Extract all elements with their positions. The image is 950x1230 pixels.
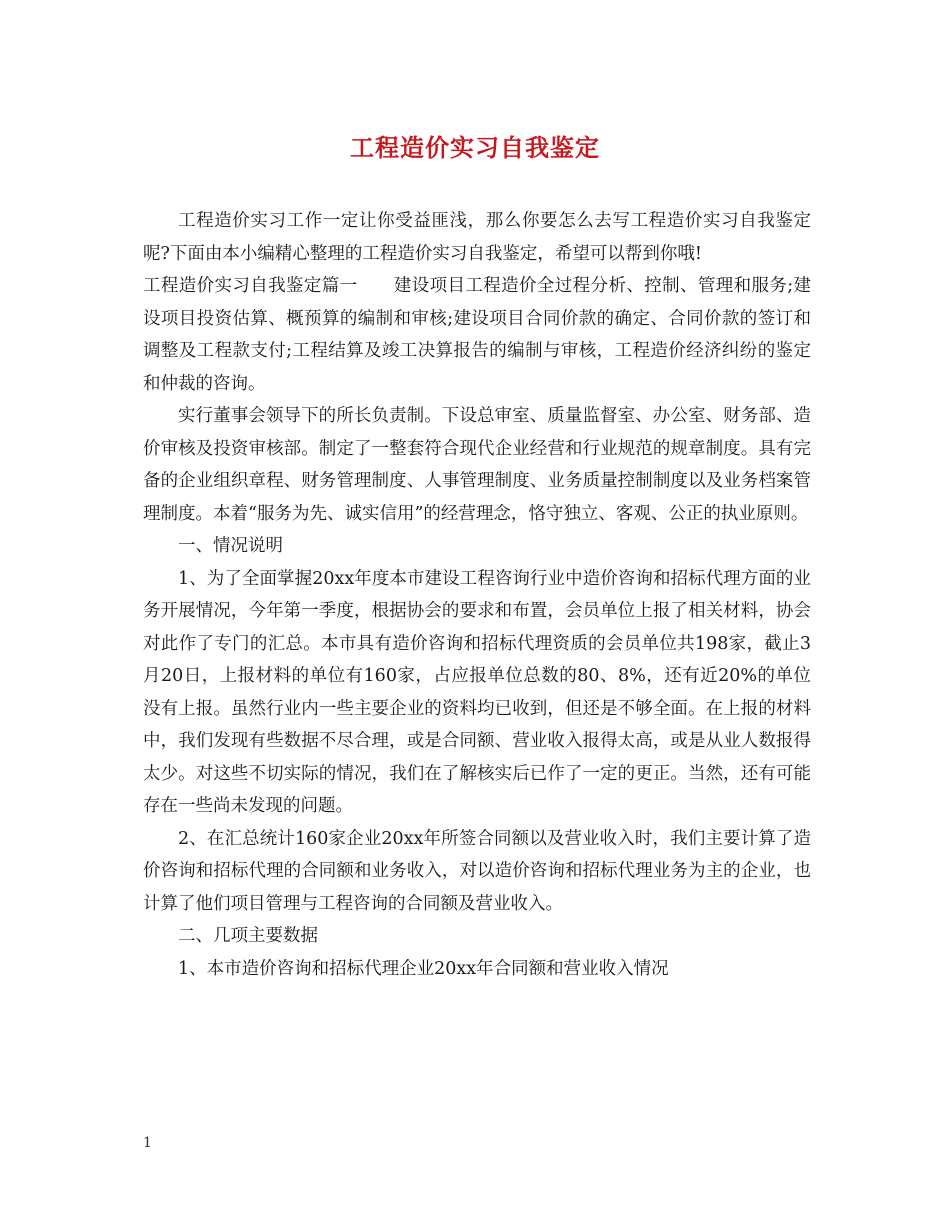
heading-main-data: 二、几项主要数据 — [178, 926, 318, 946]
section-label: 工程造价实习自我鉴定篇一 — [143, 276, 358, 296]
section-paragraph — [143, 270, 811, 400]
page-number: 1 — [143, 1135, 152, 1151]
main-data-item-1: 1、本市造价咨询和招标代理企业20xx年合同额和营业收入情况 — [178, 958, 669, 979]
situation-item-1: 1、为了全面掌握20xx年度本市建设工程咨询行业中造价咨询和招标代理方面的业务开展情况，今年第一季度，根据协会的要求和布置，会员单位上报了相关材料，协会对此作了专门的汇总。本市具有造价咨询和招标代理资质的会员单位共198家，截止3月20日，上报材料的单位有160家，占应报单位总数的80、8%，还有近20%的单位没有上报。虽然行业内一些主要企业的资料均已收到，但还是不够全面。在上报的材料中，我们发现有些数据不尽合理，或是合同额、营业收入报得太高，或是从业人数报得太少。对这些不切实际的情况，我们在了解核实后已作了一定的更正。当然，还有可能存在一些尚未发现的问题。 — [143, 568, 811, 816]
situation-item-2: 2、在汇总统计160家企业20xx年所签合同额以及营业收入时，我们主要计算了造价咨询和招标代理的合同额和业务收入，对以造价咨询和招标代理业务为主的企业，也计算了他们项目管理与工程咨询的合同额及营业收入。 — [143, 828, 811, 914]
heading-situation: 一、情况说明 — [178, 536, 283, 556]
document-body — [143, 205, 811, 985]
document-title: 工程造价实习自我鉴定 — [350, 134, 600, 162]
intro-paragraph: 工程造价实习工作一定让你受益匪浅，那么你要怎么去写工程造价实习自我鉴定呢?下面由本小编精心整理的工程造价实习自我鉴定，希望可以帮到你哦! — [143, 211, 811, 264]
board-paragraph: 实行董事会领导下的所长负责制。下设总审室、质量监督室、办公室、财务部、造价审核及投资审核部。制定了一整套符合现代企业经营和行业规范的规章制度。具有完备的企业组织章程、财务管理制度、人事管理制度、业务质量控制制度以及业务档案管理制度。本着“服务为先、诚实信用”的经营理念，恪守独立、客观、公正的执业原则。 — [143, 406, 811, 524]
section-text: 建设项目工程造价全过程分析、控制、管理和服务;建设项目投资估算、概预算的编制和审核;建设项目合同价款的确定、合同价款的签订和调整及工程款支付;工程结算及竣工决算报告的编制与审核，工程造价经济纠纷的鉴定和仲裁的咨询。 — [143, 276, 811, 394]
